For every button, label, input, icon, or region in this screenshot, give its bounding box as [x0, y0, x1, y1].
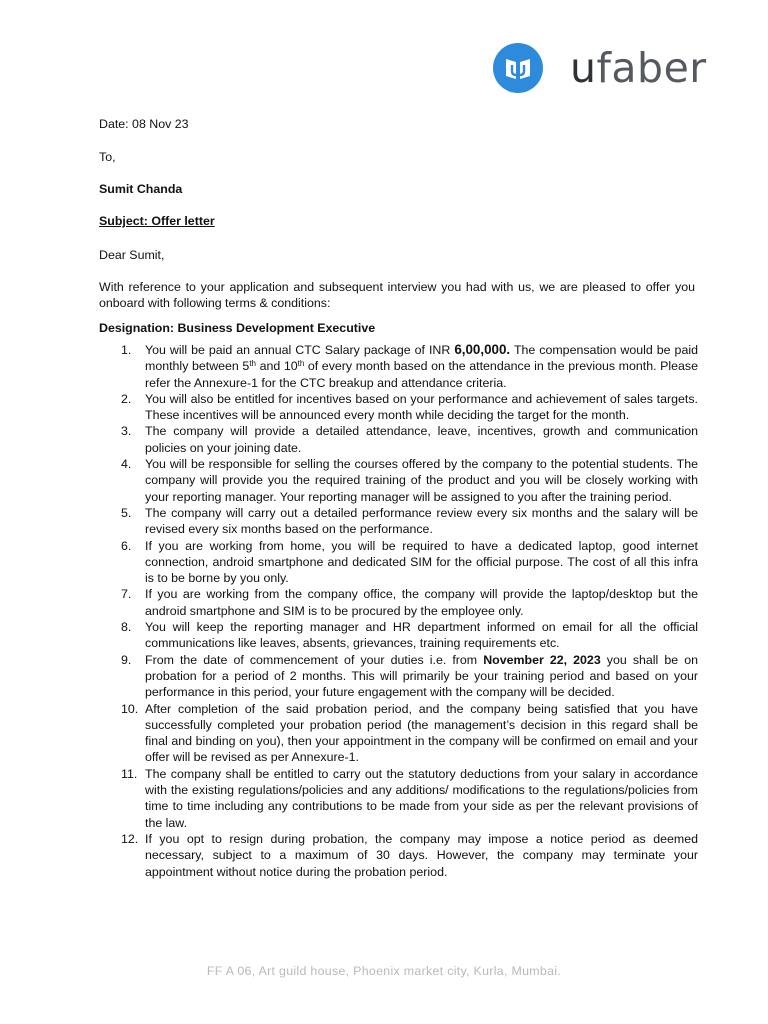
letter-date: Date: 08 Nov 23	[99, 117, 189, 131]
item-number: 10.	[121, 701, 139, 716]
company-logo	[492, 42, 707, 94]
item-number: 4.	[121, 457, 132, 472]
list-item: 11. The company shall be entitled to carry out the statutory deductions from your salary in accordance with the existing regulations/policies and any additions/ modifications to the regulations/policies from time to time including any contributions to be made from your side as per the relevant provisions of the law.	[121, 766, 698, 830]
list-item: 8. You will keep the reporting manager and HR department informed on email for all the official communications like leaves, absents, grievances, training requirements etc.	[121, 620, 698, 651]
list-item: 7. If you are working from the company office, the company will provide the laptop/desktop but the android smartphone and SIM is to be procured by the employee only.	[121, 587, 698, 618]
list-item: 12. If you opt to resign during probation, the company may impose a notice period as deemed necessary, subject to a maximum of 30 days. However, the company may terminate your appointment without notice during the probation period.	[121, 831, 698, 879]
list-item: 1. You will be paid an annual CTC Salary package of INR 6,00,000. The compensation would be paid monthly between 5th and 10th of every month based on the attendance in the previous month. Please refer the Annexure-1 for the CTC breakup and attendance criteria.	[121, 342, 698, 390]
start-date: November 22, 2023	[483, 652, 601, 667]
item-number: 2.	[121, 391, 132, 406]
list-item: 5. The company will carry out a detailed performance review every six months and the salary will be revised every six months based on the performance.	[121, 505, 698, 537]
list-item: 2. You will also be entitled for incentives based on your performance and achievement of sales targets. These incentives will be announced every month while deciding the target for the month.	[121, 391, 698, 423]
item-number: 8.	[121, 620, 132, 635]
item-number: 11.	[121, 766, 138, 781]
item-number: 7.	[121, 587, 132, 602]
company-wordmark: ufaber	[570, 44, 707, 92]
letter-subject: Subject: Offer letter	[99, 214, 215, 228]
item-number: 5.	[121, 505, 132, 520]
recipient-name: Sumit Chanda	[99, 182, 183, 196]
item-number: 6.	[121, 538, 132, 553]
item-number: 9.	[121, 652, 132, 667]
ctc-amount: 6,00,000.	[454, 342, 511, 357]
book-u-icon	[492, 42, 544, 94]
item-number: 3.	[121, 424, 132, 439]
item-number: 12.	[121, 831, 139, 846]
designation: Designation: Business Development Executive	[99, 321, 376, 335]
list-item: 3. The company will provide a detailed attendance, leave, incentives, growth and communication policies on your joining date.	[121, 424, 698, 455]
salutation: Dear Sumit,	[99, 248, 165, 262]
list-item: 10. After completion of the said probation period, and the company being satisfied that you have successfully completed your probation period (the management’s decision in this regard shall be final and binding on you), then your appointment in the company will be confirmed on email and your offer will be revised as per Annexure-1.	[121, 701, 698, 765]
list-item: 4. You will be responsible for selling the courses offered by the company to the potential students. The company will provide you the required training of the product and you will be closely working with your reporting manager. Your reporting manager will be assigned to you after the training period.	[121, 457, 698, 504]
list-item: 6. If you are working from home, you will be required to have a dedicated laptop, good internet connection, android smartphone and dedicated SIM for the official purpose. The cost of all this infra is to be borne by you only.	[121, 538, 698, 586]
letter-to: To,	[99, 150, 116, 164]
footer-address: FF A 06, Art guild house, Phoenix market city, Kurla, Mumbai.	[206, 964, 562, 978]
terms-list	[99, 342, 698, 880]
intro-paragraph: With reference to your application and subsequent interview you had with us, we are pleased to offer you onboard with following terms & conditions:	[99, 280, 695, 310]
list-item: 9. From the date of commencement of your duties i.e. from November 22, 2023 you shall be on probation for a period of 2 months. This will primarily be your training period and based on your performance in this period, your future engagement with the company will be decided.	[121, 652, 699, 700]
item-number: 1.	[121, 343, 132, 357]
